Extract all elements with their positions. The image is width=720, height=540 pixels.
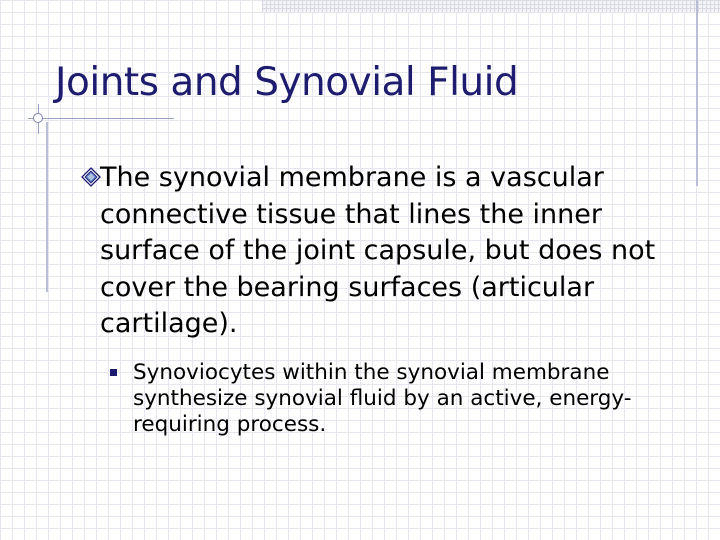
decorative-vertical-rule [696,0,698,186]
square-bullet-icon [110,369,117,376]
decorative-vertical-rule [46,122,48,292]
title-underline-rule [28,118,174,119]
slide-title: Joints and Synovial Fluid [55,60,519,105]
circle-icon [33,113,43,123]
bullet-text: The synovial membrane is a vascular connective tissue that lines the inner surface of the joint capsule, but does not cover the bearing surfaces (articular cartilage). [100,162,656,339]
sub-bullet-text: Synoviocytes within the synovial membrane synthesize synovial fluid by an active, energy-requiring process. [133,360,632,437]
sub-bullet-item [110,360,690,438]
decorative-grid-band [262,0,720,12]
bullet-item [78,160,678,343]
diamond-bullet-icon [81,167,101,187]
